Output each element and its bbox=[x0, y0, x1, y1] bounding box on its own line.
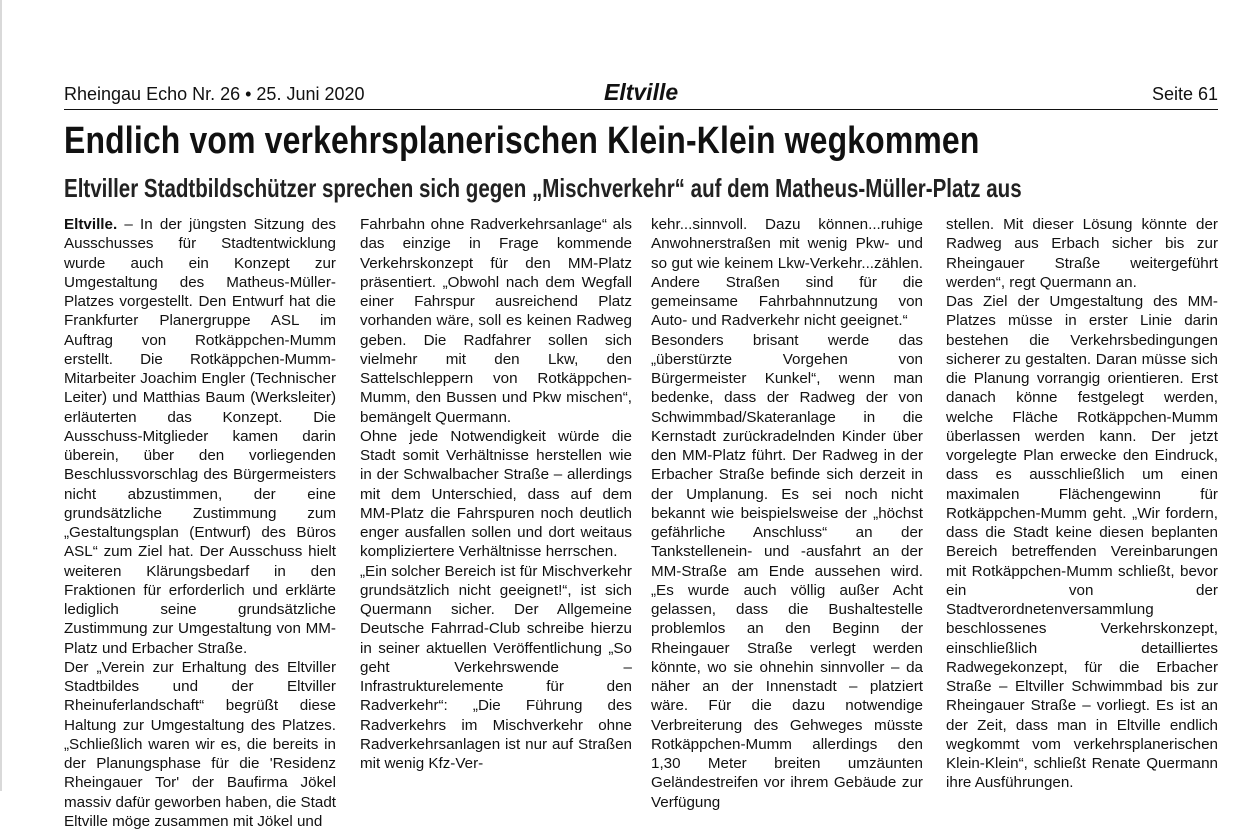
article-column-1 bbox=[64, 215, 336, 830]
page-header bbox=[64, 76, 1218, 112]
header-rule bbox=[64, 109, 1218, 110]
section-title: Eltville bbox=[604, 79, 679, 105]
article-column-4 bbox=[946, 215, 1218, 791]
paragraph-text: – In der jüngsten Sitzung des Ausschusses für Stadtentwicklung wurde auch ein Konzept zur Umgestaltung des Matheus-Müller-Platzes vorgestellt. Den Entwurf hat die Frankfurter Planergruppe ASL im Auftrag von Rotkäppchen-Mumm erstellt. Die Rotkäppchen-Mumm-Mitarbeiter Joachim Engler (Technischer Leiter) und Matthias Baum (Werksleiter) erläuterten das Konzept. Die Ausschuss-Mitglieder kamen darin überein, über den vorliegenden Beschlussvorschlag des Bürgermeisters nicht abzustimmen, der eine grundsätzliche Zustimmung zum „Gestaltungsplan (Entwurf) des Büros ASL“ zum Ziel hat. Der Ausschuss hielt weiteren Klärungsbedarf in den Fraktionen für erforderlich und erklärte lediglich seine grundsätzliche Zustimmung zur Umgestaltung von MM-Platz und Erbacher Straße. bbox=[64, 216, 336, 657]
paragraph: Das Ziel der Umgestaltung des MM-Platzes müsse in erster Linie darin bestehen die Verkehrsbedingungen sicherer zu gestalten. Daran müsse sich die Planung vorrangig orientieren. Erst danach könne festgelegt werden, welche Fläche Rotkäppchen-Mumm überlassen werden kann. Der jetzt vorgelegte Plan erwecke den Eindruck, dass es ausschließlich um einen maximalen Flächengewinn für Rotkäppchen-Mumm geht. „Wir fordern, dass die Stadt keine diesen beplanten Bereich betreffenden Vereinbarungen mit Rotkäppchen-Mumm schließt, bevor ein von der Stadtverordnetenversammlung beschlossenes Verkehrskonzept, einschließlich detailliertes Radwegekonzept, für die Erbacher Straße – Eltviller Schwimmbad bis zur Rheingauer Straße – vorliegt. Es ist an der Zeit, dass man in Eltville endlich wegkommt vom verkehrsplanerischen Klein-Klein“, schließt Renate Quermann ihre Ausführungen. bbox=[946, 293, 1218, 792]
paragraph bbox=[64, 215, 336, 658]
paragraph: Ohne jede Notwendigkeit würde die Stadt somit Verhältnisse herstellen wie in der Schwalbacher Straße – allerdings mit dem Unterschied, dass auf dem MM-Platz die Fahrspuren noch deutlich enger ausfallen sollen und dort weitaus kompliziertere Verhältnisse herrschen. bbox=[360, 427, 632, 561]
issue-info: Rheingau Echo Nr. 26 • 25. Juni 2020 bbox=[64, 84, 365, 104]
paragraph: Fahrbahn ohne Radverkehrsanlage“ als das einzige in Frage kommende Verkehrskonzept für den MM-Platz präsentiert. „Obwohl nach dem Wegfall einer Fahrspur ausreichend Platz vorhanden wäre, soll es keinen Radweg geben. Die Radfahrer sollen sich vielmehr mit den Lkw, den Sattelschleppern von Rotkäppchen-Mumm, den Bussen und Pkw mischen“, bemängelt Quermann. bbox=[360, 216, 632, 426]
paragraph: kehr...sinnvoll. Dazu können...ruhige Anwohnerstraßen mit wenig Pkw- und so gut wie keinem Lkw-Verkehr...zählen. Andere Straßen sind für die gemeinsame Fahrbahnnutzung von Auto- und Radverkehr nicht geeignet.“ bbox=[651, 216, 923, 330]
page-number: Seite 61 bbox=[1151, 84, 1218, 104]
paragraph: „Ein solcher Bereich ist für Mischverkehr grundsätzlich nicht geeignet!“, ist sich Quermann sicher. Der Allgemeine Deutsche Fahrrad-Club schreibe hierzu in seiner aktuellen Veröffentlichung „So geht Verkehrswende – Infrastrukturelemente für den Radverkehr“: „Die Führung des Radverkehrs im Mischverkehr ohne Radverkehrsanlagen ist nur auf Straßen mit wenig Kfz-Ver- bbox=[360, 562, 632, 772]
paragraph: Der „Verein zur Erhaltung des Eltviller Stadtbildes und der Eltviller Rheinuferlandschaft“ begrüßt diese Haltung zur Umgestaltung des Platzes. „Schließlich waren wir es, die bereits in der Planungsphase für die 'Residenz Rheingauer Tor' der Baufirma Jökel massiv dafür geworben haben, die Stadt Eltville möge zusammen mit Jökel und bbox=[64, 658, 336, 830]
dateline: Eltville. bbox=[64, 216, 118, 233]
paragraph: stellen. Mit dieser Lösung könnte der Radweg aus Erbach sicher bis zur Rheingauer Straße weitergeführt werden“, regt Quermann an. bbox=[946, 216, 1218, 291]
article-column-2 bbox=[360, 215, 632, 791]
article-column-3 bbox=[651, 215, 923, 811]
article-subheadline: Eltviller Stadtbildschützer sprechen sich gegen „Mischverkehr“ auf dem Matheus-Müller-Platz aus bbox=[64, 173, 1022, 203]
article-headline: Endlich vom verkehrsplanerischen Klein-Klein wegkommen bbox=[64, 120, 980, 162]
paragraph: Besonders brisant werde das „überstürzte Vorgehen von Bürgermeister Kunkel“, wenn man bedenke, dass der Radweg der von Schwimmbad/Skateranlage in die Kernstadt zurückradelnden Kinder über den MM-Platz führt. Der Radweg in der Erbacher Straße befinde sich derzeit in der Umplanung. Es sei noch nicht bekannt wie beispielsweise der „höchst gefährliche Anschluss“ an der Tankstellenein- und -ausfahrt an der MM-Straße am Ende aussehen wird. „Es wurde auch völlig außer Acht gelassen, dass die Bushaltestelle problemlos an den Beginn der Rheingauer Straße verlegt werden könnte, wo sie ohnehin sinnvoller – da näher an der Innenstadt – platziert wäre. Für die dazu notwendige Verbreiterung des Gehweges müsste Rotkäppchen-Mumm allerdings den 1,30 Meter breiten umzäunten Geländestreifen vor ihrem Gebäude zur Verfügung bbox=[651, 331, 923, 811]
page-edge bbox=[0, 0, 2, 791]
